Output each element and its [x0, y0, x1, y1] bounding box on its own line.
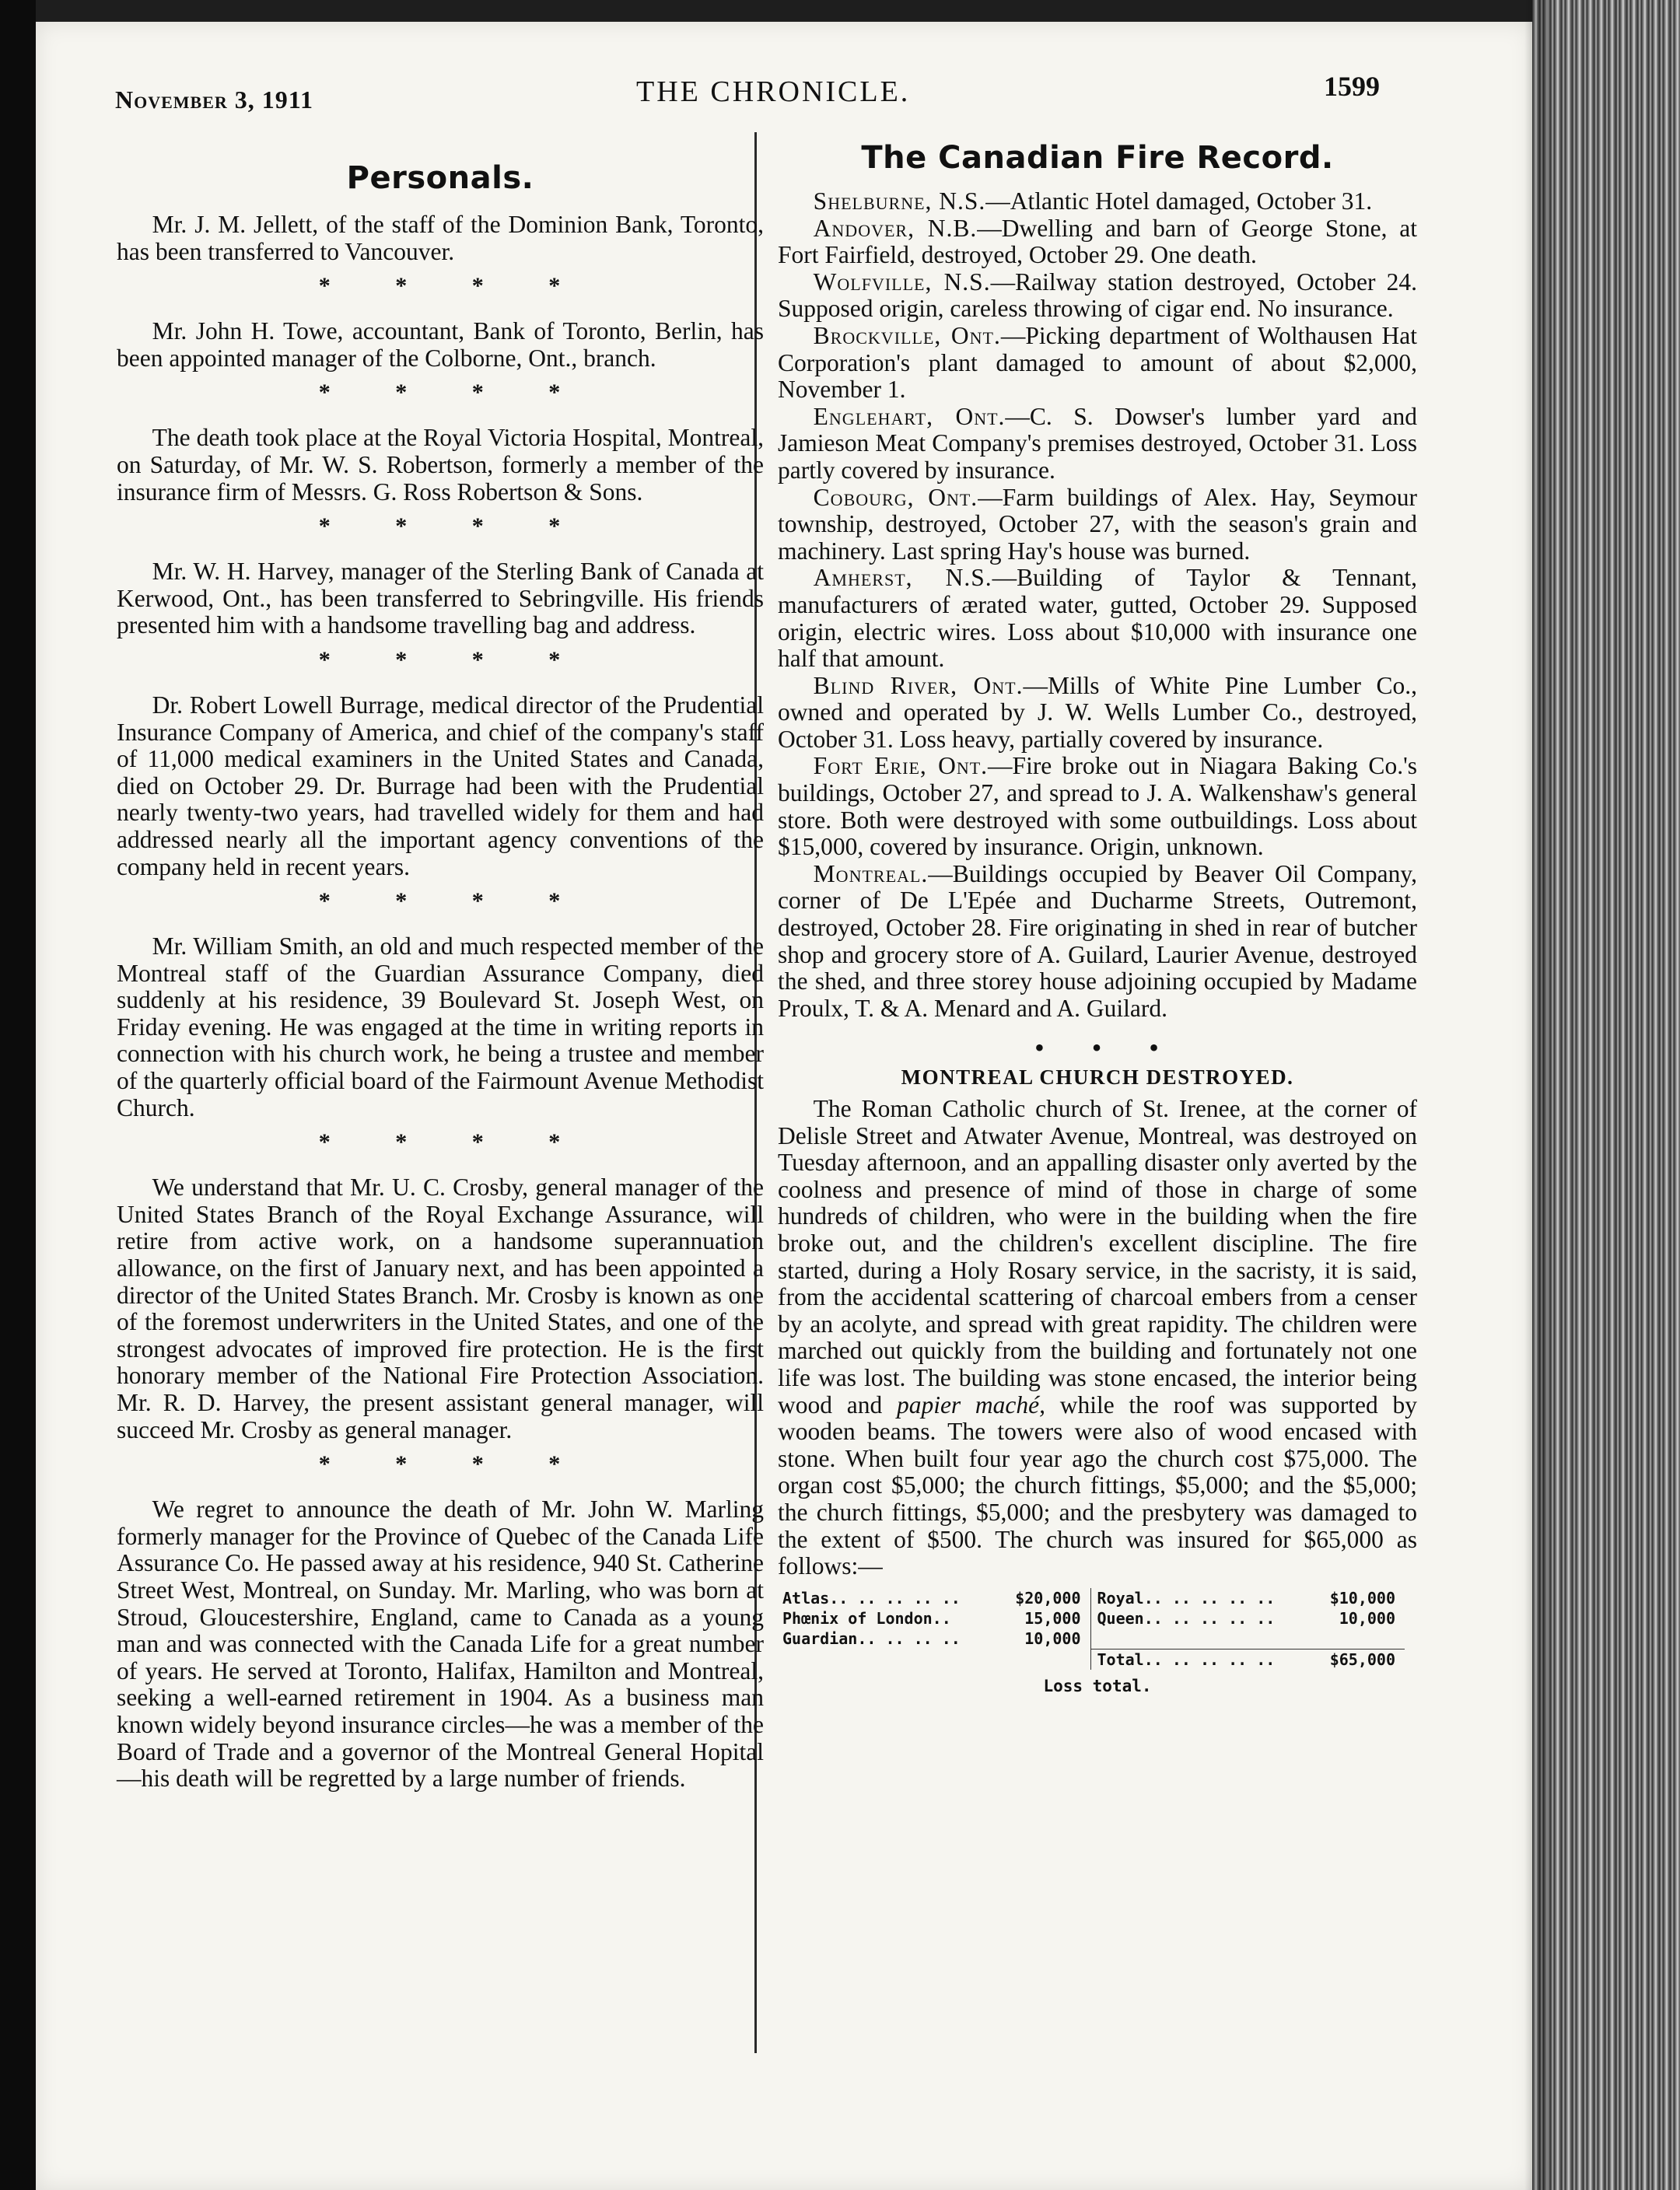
- fire-entry: [778, 673, 1417, 754]
- fire-entry: [778, 565, 1417, 672]
- fire-entry-place: Englehart, Ont.: [813, 402, 1006, 430]
- fire-entry-text: —Picking department of Wolthausen Hat Corporation's plant damaged to amount of about $2,000, November 1.: [778, 321, 1417, 404]
- insurance-total-row: [782, 1649, 1405, 1670]
- fire-record-heading: The Canadian Fire Record.: [861, 140, 1334, 176]
- insurer-name: Royal.. .. .. .. ..: [1097, 1588, 1276, 1608]
- personal-item: We understand that Mr. U. C. Crosby, general manager of the United States Branch of the Royal Exchange Assurance, will retire from active work, on a handsome superannuation allowance, on the first of January next, and has been appointed a director of the United States Branch. Mr. Crosby is known as one of the foremost underwriters in the United States, and one of the strongest advocates of improved fire protection. He is the first honorary member of the National Fire Protection Association. Mr. R. D. Harvey, the present assistant general manager, will succeed Mr. Crosby as general manager.: [117, 1174, 764, 1443]
- insurer-amount: 10,000: [1339, 1608, 1395, 1628]
- separator-stars: * * * *: [318, 513, 590, 540]
- insurance-left-cell: [782, 1608, 1090, 1629]
- personal-item: Mr. William Smith, an old and much respected member of the Montreal staff of the Guardian Assurance Company, died suddenly at his residence, 39 Boulevard St. Joseph West, on Friday evening. He was engaged at the time in writing reports in connection with his church work, he being a trustee and member of the quarterly official board of the Fairmount Avenue Methodist Church.: [117, 932, 764, 1121]
- insurer-amount: $20,000: [1015, 1588, 1081, 1608]
- fire-entry-text: —Atlantic Hotel damaged, October 31.: [985, 187, 1373, 215]
- fire-entry-text: —C. S. Dowser's lumber yard and Jamieson Meat Company's premises destroyed, October 31. Loss partly covered by insurance.: [778, 402, 1417, 484]
- fire-entry-place: Montreal.: [813, 859, 929, 887]
- issue-date: November 3, 1911: [115, 86, 314, 114]
- fire-entry: [778, 323, 1417, 404]
- fire-entry: [778, 404, 1417, 485]
- personal-item: We regret to announce the death of Mr. John W. Marling formerly manager for the Province of Quebec of the Canada Life Assurance Co. He passed away at his residence, 940 St. Catherine Street West, Montreal, on Sunday. Mr. Marling, who was born at Stroud, Gloucestershire, England, came to Canada as a young man and was connected with the Canada Life for a great number of years. He served at Toronto, Halifax, Hamilton and Montreal, seeking a well-earned retirement in 1904. As a business man known widely beyond insurance circles—he was a member of the Board of Trade and a governor of the Montreal General Hopital—his death will be regretted by a large number of friends.: [117, 1496, 764, 1793]
- insurance-row: [782, 1629, 1405, 1649]
- fire-entry-text: —Buildings occupied by Beaver Oil Company, corner of De L'Epée and Ducharme Streets, Outremont, destroyed, October 28. Fire originating in shed in rear of butcher shop and grocery store of A. Guilard, Laurier Avenue, destroyed the shed, and three storey house adjoining occupied by Madame Proulx, T. & A. Menard and A. Guilard.: [778, 859, 1417, 1022]
- personal-item: Dr. Robert Lowell Burrage, medical director of the Prudential Insurance Company of America, and chief of the company's staff of 11,000 medical examiners in the United States and Canada, died on October 29. Dr. Burrage had been with the Prudential nearly twenty-two years, had travelled widely for them and had addressed nearly all the important agency conventions of the company held in recent years.: [117, 691, 764, 880]
- insurance-right-cell: [1090, 1629, 1405, 1649]
- personal-item: The death took place at the Royal Victoria Hospital, Montreal, on Saturday, of Mr. W. S. Robertson, formerly a member of the insurance firm of Messrs. G. Ross Robertson & Sons.: [117, 424, 764, 506]
- total-amount: $65,000: [1329, 1649, 1395, 1669]
- publication-title: THE CHRONICLE.: [636, 75, 911, 108]
- fire-entry-place: Amherst, N.S.: [813, 564, 992, 592]
- insurance-table: [782, 1588, 1405, 1670]
- fire-entry-place: Shelburne, N.S.: [813, 187, 986, 215]
- insurance-right-cell: [1090, 1608, 1405, 1629]
- fire-entry: [778, 269, 1417, 323]
- fire-entry-text: —Building of Taylor & Tennant, manufacturers of ærated water, gutted, October 29. Supposed origin, electric wires. Loss about $10,000 with insurance one half that amount.: [778, 564, 1417, 673]
- separator-stars: * * * *: [318, 273, 590, 299]
- church-article: [778, 1096, 1417, 1580]
- fire-record-column: [778, 140, 1418, 1699]
- fire-entry-place: Fort Erie, Ont.: [813, 752, 989, 780]
- separator-stars: * * * *: [318, 380, 590, 406]
- fire-entry: [778, 215, 1417, 269]
- insurance-left-cell: [782, 1649, 1090, 1670]
- church-article-text: The Roman Catholic church of St. Irenee, at the corner of Delisle Street and Atwater Avenue, Montreal, was destroyed on Tuesday afternoon, and an appalling disaster only averted by the coolness and presence of mind of those in charge of some hundreds of children, who were in the building when the fire broke out, and the children's excellent discipline. The fire started, during a Holy Rosary service, in the sacristy, it is said, from the accidental scattering of charcoal embers from a censer by an acolyte, and spread with great rapidity. The children were marched out quickly from the building and fortunately not one life was lost. The building was stone encased, the interior being wood and: [778, 1095, 1417, 1419]
- page-shadow: [1524, 0, 1548, 2190]
- fire-entry: [778, 753, 1417, 860]
- insurer-name: Phœnix of London..: [782, 1608, 951, 1628]
- insurer-name: Queen.. .. .. .. ..: [1097, 1608, 1276, 1628]
- fire-entry-place: Wolfville, N.S.: [813, 268, 991, 296]
- insurance-left-cell: [782, 1588, 1090, 1608]
- insurer-amount: 15,000: [1024, 1608, 1081, 1628]
- total-label: Total.. .. .. .. ..: [1097, 1649, 1276, 1669]
- scan-border-left: [0, 0, 36, 2190]
- fire-entry-text: —Dwelling and barn of George Stone, at Fort Fairfield, destroyed, October 29. One death.: [778, 214, 1418, 269]
- book-page-edges: [1532, 0, 1680, 2190]
- insurer-name: Atlas.. .. .. .. ..: [782, 1588, 961, 1608]
- separator-stars: * * * *: [318, 646, 590, 673]
- church-subheading: MONTREAL CHURCH DESTROYED.: [901, 1065, 1294, 1090]
- fire-entry-text: —Railway station destroyed, October 24. Supposed origin, careless throwing of cigar end. No insurance.: [778, 268, 1418, 323]
- fire-entry-place: Blind River, Ont.: [813, 671, 1024, 699]
- fire-entry: [778, 188, 1417, 215]
- separator-stars: * * * *: [318, 1451, 590, 1478]
- church-article-text: while the roof was supported by wooden beams. The towers were also of wood encased with stone. When built four year ago the church cost $75,000. The organ cost $5,000; the church fittings, $5,000; and the $5,000; the church fittings, $5,000; and the presbytery was damaged to the extent of $500. The church was insured for $65,000 as follows:—: [778, 1391, 1418, 1580]
- separator-dots: • • •: [1034, 1032, 1179, 1064]
- personals-column: [117, 152, 764, 1793]
- fire-entry-place: Brockville, Ont.: [813, 321, 1001, 349]
- fire-entry: [778, 485, 1417, 565]
- insurer-amount: $10,000: [1329, 1588, 1395, 1608]
- insurance-left-cell: [782, 1629, 1090, 1649]
- separator-stars: * * * *: [318, 1129, 590, 1156]
- insurer-name: Guardian.. .. .. ..: [782, 1629, 961, 1648]
- fire-entry-place: Cobourg, Ont.: [813, 483, 978, 511]
- insurer-amount: 10,000: [1024, 1629, 1081, 1648]
- fire-entry: [778, 861, 1417, 1023]
- insurance-right-cell: [1090, 1588, 1405, 1608]
- personal-item: Mr. J. M. Jellett, of the staff of the Dominion Bank, Toronto, has been transferred to Vancouver.: [117, 211, 764, 265]
- fire-entry-place: Andover, N.B.: [813, 214, 978, 242]
- personal-item: Mr. John H. Towe, accountant, Bank of Toronto, Berlin, has been appointed manager of the Colborne, Ont., branch.: [117, 317, 764, 372]
- separator-stars: * * * *: [318, 888, 590, 915]
- personal-item: Mr. W. H. Harvey, manager of the Sterling Bank of Canada at Kerwood, Ont., has been transferred to Sebringville. His friends presented him with a handsome travelling bag and address.: [117, 558, 764, 639]
- insurance-row: [782, 1608, 1405, 1629]
- fire-entry-text: —Fire broke out in Niagara Baking Co.'s buildings, October 27, and spread to J. A. Walkenshaw's general store. Both were destroyed with some outbuildings. Loss about $15,000, covered by insurance. Origin, unknown.: [778, 752, 1418, 861]
- personals-heading: Personals.: [346, 160, 534, 196]
- loss-note: Loss total.: [1043, 1676, 1152, 1695]
- fire-entry-text: —Mills of White Pine Lumber Co., owned and operated by J. W. Wells Lumber Co., destroyed, October 31. Loss heavy, partially covered by insurance.: [778, 671, 1417, 753]
- insurance-row: [782, 1588, 1405, 1608]
- running-head: [115, 70, 1380, 124]
- insurance-total-cell: [1090, 1649, 1405, 1670]
- page-number: 1599: [1324, 71, 1380, 102]
- church-article-italic: papier maché,: [896, 1391, 1045, 1419]
- fire-entry-text: —Farm buildings of Alex. Hay, Seymour township, destroyed, October 27, with the season's grain and machinery. Last spring Hay's house was burned.: [778, 483, 1417, 565]
